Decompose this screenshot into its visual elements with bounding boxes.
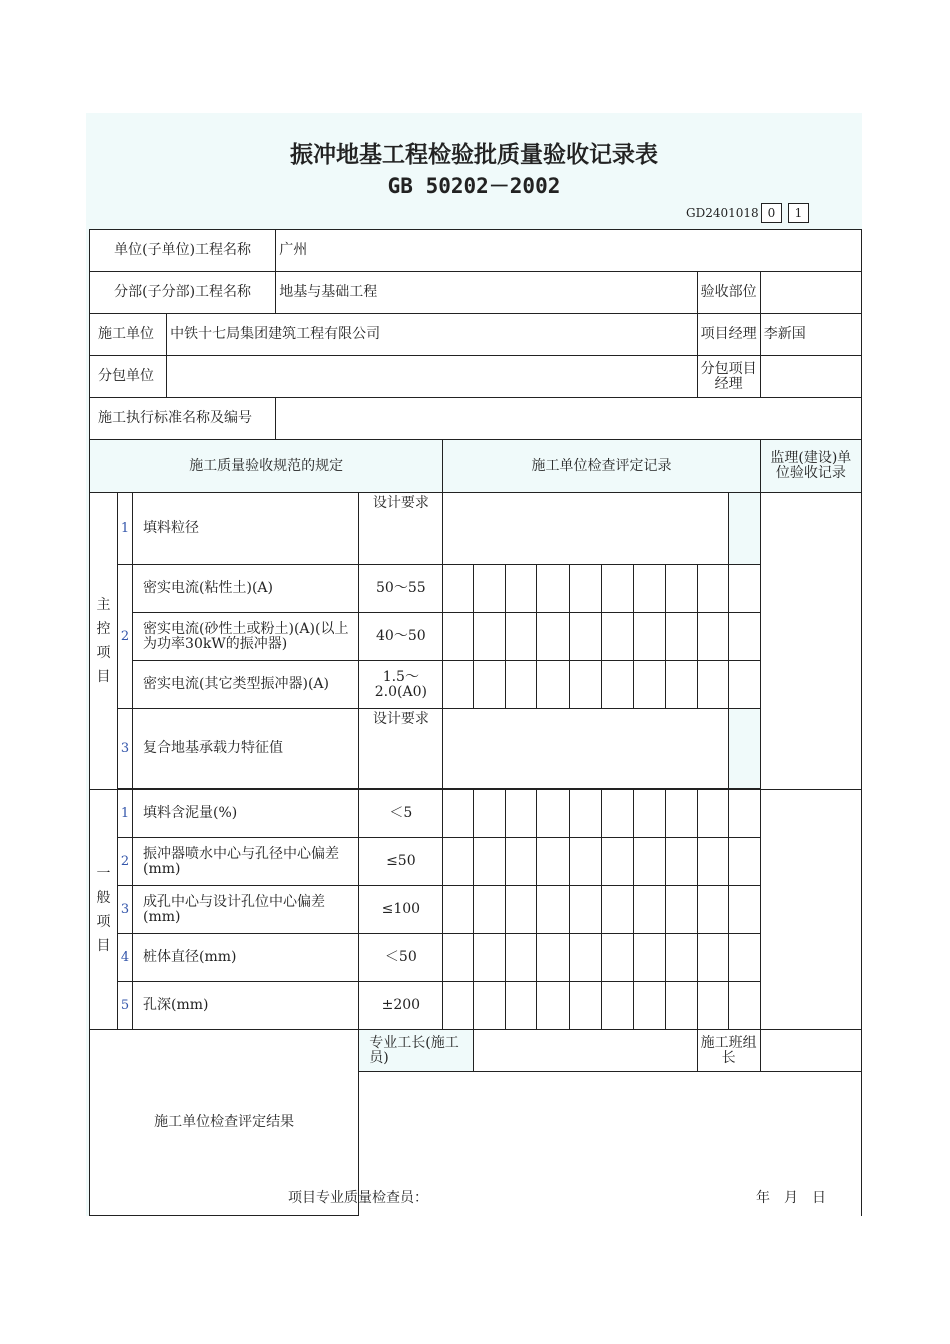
check-cell[interactable] bbox=[474, 790, 506, 838]
team-leader-value[interactable] bbox=[760, 1030, 861, 1072]
main-subitem-requirement: 50～55 bbox=[359, 565, 443, 613]
main-subitem-requirement: 40～50 bbox=[359, 613, 443, 661]
main-subitem-name: 密实电流(粘性土)(A) bbox=[133, 565, 359, 613]
check-cell[interactable] bbox=[537, 886, 569, 934]
sub-project-label: 分部(子分部)工程名称 bbox=[90, 272, 276, 314]
check-cell[interactable] bbox=[443, 982, 474, 1030]
check-cell[interactable] bbox=[601, 661, 633, 709]
general-item-number: 3 bbox=[118, 886, 133, 934]
main-control-supervision-cell[interactable] bbox=[760, 493, 861, 790]
main-item-requirement: 设计要求 bbox=[359, 709, 443, 789]
general-item-name: 成孔中心与设计孔位中心偏差(mm) bbox=[133, 886, 359, 934]
check-cell[interactable] bbox=[537, 790, 569, 838]
check-cell[interactable] bbox=[601, 886, 633, 934]
check-cell[interactable] bbox=[697, 565, 728, 613]
check-cell[interactable] bbox=[569, 613, 601, 661]
check-cell[interactable] bbox=[443, 613, 474, 661]
main-item-number: 2 bbox=[118, 565, 133, 709]
check-cell[interactable] bbox=[601, 934, 633, 982]
check-cell[interactable] bbox=[569, 661, 601, 709]
form-code-box-2[interactable]: 1 bbox=[788, 203, 809, 223]
subcontractor-value[interactable] bbox=[167, 356, 698, 398]
general-item-number: 5 bbox=[118, 982, 133, 1030]
check-cell[interactable] bbox=[537, 613, 569, 661]
check-cell[interactable] bbox=[665, 886, 697, 934]
check-cell[interactable] bbox=[633, 982, 665, 1030]
subcontractor-label: 分包单位 bbox=[90, 356, 167, 398]
check-cell[interactable] bbox=[665, 661, 697, 709]
check-cell[interactable] bbox=[728, 661, 760, 709]
check-cell[interactable] bbox=[601, 790, 633, 838]
sub-pm-value[interactable] bbox=[760, 356, 861, 398]
main-subitem-name: 密实电流(其它类型振冲器)(A) bbox=[133, 661, 359, 709]
sub-project-value[interactable]: 地基与基础工程 bbox=[276, 272, 697, 314]
check-cell[interactable] bbox=[665, 790, 697, 838]
check-cell[interactable] bbox=[665, 934, 697, 982]
check-cell[interactable] bbox=[633, 790, 665, 838]
team-leader-label: 施工班组长 bbox=[697, 1030, 760, 1072]
spec-header: 施工质量验收规范的规定 bbox=[90, 440, 443, 493]
general-supervision-cell[interactable] bbox=[760, 790, 861, 1030]
check-cell[interactable] bbox=[697, 661, 728, 709]
check-cell[interactable] bbox=[728, 886, 760, 934]
check-cell[interactable] bbox=[443, 661, 474, 709]
check-cell[interactable] bbox=[728, 934, 760, 982]
check-cell[interactable] bbox=[697, 982, 728, 1030]
general-label: 一 般 项 目 bbox=[90, 790, 118, 1030]
standard-value[interactable] bbox=[276, 398, 862, 440]
main-item-record[interactable] bbox=[443, 493, 728, 565]
check-cell[interactable] bbox=[728, 565, 760, 613]
check-cell[interactable] bbox=[569, 934, 601, 982]
check-cell[interactable] bbox=[443, 790, 474, 838]
check-cell[interactable] bbox=[443, 838, 474, 886]
form-code: GD2401018 bbox=[686, 206, 759, 220]
check-cell[interactable] bbox=[506, 565, 537, 613]
check-cell[interactable] bbox=[569, 886, 601, 934]
check-cell[interactable] bbox=[474, 661, 506, 709]
check-cell[interactable] bbox=[697, 886, 728, 934]
contractor-label: 施工单位 bbox=[90, 314, 167, 356]
check-cell[interactable] bbox=[728, 982, 760, 1030]
check-cell[interactable] bbox=[697, 613, 728, 661]
pm-label: 项目经理 bbox=[697, 314, 760, 356]
general-item-name: 孔深(mm) bbox=[133, 982, 359, 1030]
check-cell[interactable] bbox=[633, 565, 665, 613]
main-item-record-end bbox=[728, 493, 760, 565]
inspector-label: 项目专业质量检查员： bbox=[288, 1190, 428, 1206]
check-cell[interactable] bbox=[601, 565, 633, 613]
check-cell[interactable] bbox=[506, 661, 537, 709]
check-cell[interactable] bbox=[537, 661, 569, 709]
main-item-requirement: 设计要求 bbox=[359, 493, 443, 565]
acceptance-part-value[interactable] bbox=[760, 272, 861, 314]
check-cell[interactable] bbox=[474, 886, 506, 934]
general-item-name: 填料含泥量(%) bbox=[133, 790, 359, 838]
unit-project-label: 单位(子单位)工程名称 bbox=[90, 230, 276, 272]
main-item-record[interactable] bbox=[443, 709, 728, 789]
check-cell[interactable] bbox=[537, 982, 569, 1030]
check-cell[interactable] bbox=[601, 838, 633, 886]
check-cell[interactable] bbox=[506, 934, 537, 982]
check-cell[interactable] bbox=[474, 565, 506, 613]
main-item-record-end bbox=[728, 709, 760, 789]
check-cell[interactable] bbox=[506, 838, 537, 886]
record-header: 施工单位检查评定记录 bbox=[443, 440, 760, 493]
check-cell[interactable] bbox=[537, 565, 569, 613]
check-cell[interactable] bbox=[697, 838, 728, 886]
check-cell[interactable] bbox=[474, 982, 506, 1030]
check-cell[interactable] bbox=[569, 790, 601, 838]
standard-label: 施工执行标准名称及编号 bbox=[90, 398, 276, 440]
check-cell[interactable] bbox=[443, 565, 474, 613]
foreman-label: 专业工长(施工员) bbox=[359, 1030, 474, 1072]
general-item-number: 1 bbox=[118, 790, 133, 838]
check-cell[interactable] bbox=[569, 838, 601, 886]
sub-pm-label: 分包项目经理 bbox=[697, 356, 760, 398]
general-item-requirement: ＜50 bbox=[359, 934, 443, 982]
check-cell[interactable] bbox=[569, 982, 601, 1030]
check-cell[interactable] bbox=[443, 886, 474, 934]
check-cell[interactable] bbox=[569, 565, 601, 613]
check-cell[interactable] bbox=[633, 661, 665, 709]
general-item-name: 桩体直径(mm) bbox=[133, 934, 359, 982]
contractor-value[interactable]: 中铁十七局集团建筑工程有限公司 bbox=[167, 314, 698, 356]
unit-project-value[interactable]: 广州 bbox=[276, 230, 862, 272]
check-cell[interactable] bbox=[443, 934, 474, 982]
main-control-label: 主 控 项 目 bbox=[90, 493, 118, 790]
page-title: 振冲地基工程检验批质量验收记录表 bbox=[290, 142, 658, 168]
check-cell[interactable] bbox=[697, 934, 728, 982]
check-cell[interactable] bbox=[728, 790, 760, 838]
check-cell[interactable] bbox=[537, 838, 569, 886]
check-cell[interactable] bbox=[728, 838, 760, 886]
check-cell[interactable] bbox=[506, 982, 537, 1030]
general-item-name: 振冲器喷水中心与孔径中心偏差(mm) bbox=[133, 838, 359, 886]
result-label: 施工单位检查评定结果 bbox=[90, 1030, 359, 1216]
check-cell[interactable] bbox=[633, 613, 665, 661]
check-cell[interactable] bbox=[601, 982, 633, 1030]
check-cell[interactable] bbox=[474, 934, 506, 982]
main-subitem-name: 密实电流(砂性土或粉土)(A)(以上为功率30kW的振冲器) bbox=[133, 613, 359, 661]
pm-value[interactable]: 李新国 bbox=[760, 314, 861, 356]
check-cell[interactable] bbox=[665, 838, 697, 886]
acceptance-part-label: 验收部位 bbox=[697, 272, 760, 314]
check-cell[interactable] bbox=[633, 934, 665, 982]
general-item-number: 2 bbox=[118, 838, 133, 886]
supervision-header: 监理(建设)单位验收记录 bbox=[760, 440, 861, 493]
general-item-number: 4 bbox=[118, 934, 133, 982]
check-cell[interactable] bbox=[633, 838, 665, 886]
general-item-requirement: ±200 bbox=[359, 982, 443, 1030]
check-cell[interactable] bbox=[474, 613, 506, 661]
main-subitem-requirement: 1.5～2.0(A0) bbox=[359, 661, 443, 709]
general-item-requirement: ≤100 bbox=[359, 886, 443, 934]
check-cell[interactable] bbox=[506, 886, 537, 934]
general-item-requirement: ≤50 bbox=[359, 838, 443, 886]
form-code-box-1[interactable]: 0 bbox=[761, 203, 782, 223]
check-cell[interactable] bbox=[697, 790, 728, 838]
main-item-number: 3 bbox=[118, 709, 133, 789]
check-cell[interactable] bbox=[665, 613, 697, 661]
check-cell[interactable] bbox=[665, 565, 697, 613]
standard-code: GB 50202－2002 bbox=[387, 174, 561, 198]
acceptance-record-table bbox=[89, 229, 862, 1216]
general-item-requirement: ＜5 bbox=[359, 790, 443, 838]
check-cell[interactable] bbox=[601, 613, 633, 661]
main-item-name: 填料粒径 bbox=[133, 493, 359, 565]
main-item-name: 复合地基承载力特征值 bbox=[133, 709, 359, 789]
date-label: 年 月 日 bbox=[756, 1190, 826, 1206]
check-cell[interactable] bbox=[474, 838, 506, 886]
check-cell[interactable] bbox=[665, 982, 697, 1030]
check-cell[interactable] bbox=[537, 934, 569, 982]
main-item-number: 1 bbox=[118, 493, 133, 565]
check-cell[interactable] bbox=[506, 613, 537, 661]
foreman-value[interactable] bbox=[474, 1030, 697, 1072]
check-cell[interactable] bbox=[506, 790, 537, 838]
check-cell[interactable] bbox=[633, 886, 665, 934]
check-cell[interactable] bbox=[728, 613, 760, 661]
